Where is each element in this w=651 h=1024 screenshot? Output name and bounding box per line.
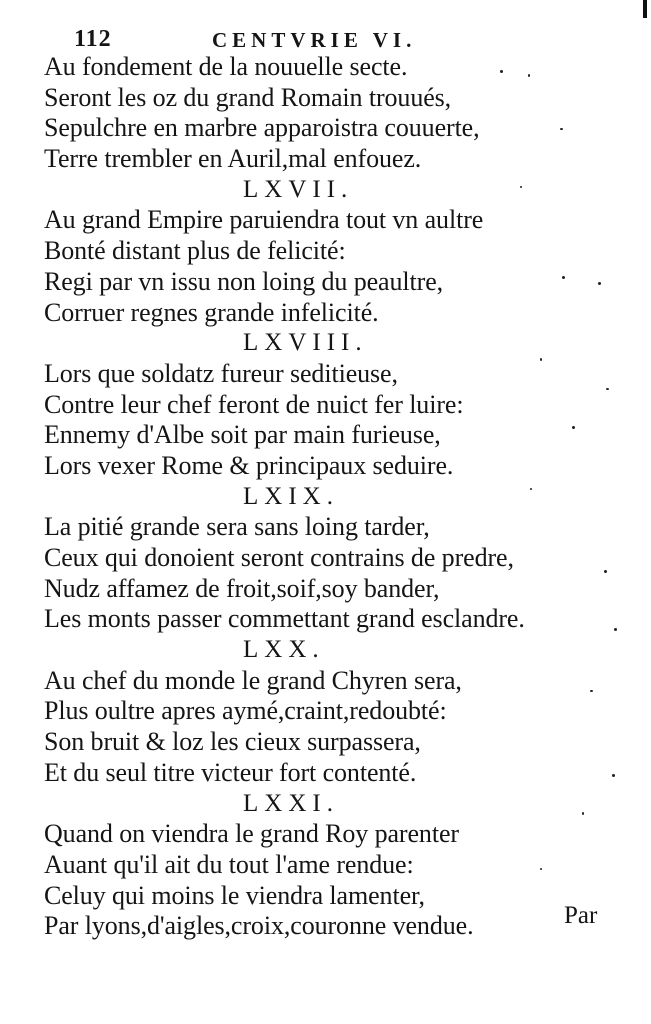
stanza (44, 635, 624, 788)
verse-line: Contre leur chef feront de nuict fer luire: (44, 389, 464, 419)
verse-line: Regi par vn issu non loing du peaultre, (44, 266, 444, 296)
verse-line: Auant qu'il ait du tout l'ame rendue: (44, 849, 414, 879)
ink-speck (540, 868, 542, 870)
verse-line: Quand on viendra le grand Roy parenter (44, 819, 459, 849)
ink-speck (614, 628, 617, 631)
stanza (44, 789, 624, 942)
ink-speck (562, 276, 565, 279)
ink-speck (560, 128, 563, 130)
quatrain-number: LXIX. (243, 482, 339, 510)
verse-line: Ennemy d'Albe soit par main furieuse, (44, 420, 441, 450)
page-header (74, 22, 494, 56)
verse-line: Au fondement de la nouuelle secte. (44, 52, 408, 81)
quatrain-number: LXXI. (243, 789, 339, 817)
ink-speck (606, 388, 609, 390)
verse-line: Plus oultre apres aymé,craint,redoubté: (44, 696, 447, 726)
ink-speck (598, 282, 601, 285)
verse-line: Son bruit & loz les cieux surpassera, (44, 727, 421, 757)
verse-line: Sepulchre en marbre apparoistra couuerte, (44, 113, 480, 143)
verse-text (44, 52, 624, 942)
quatrain-number: LXX. (243, 636, 325, 664)
page-number: 112 (74, 26, 112, 52)
ink-speck (604, 570, 607, 573)
verse-line: Au grand Empire paruiendra tout vn aultre (44, 205, 484, 235)
verse-line: Et du seul titre victeur fort contenté. (44, 757, 417, 787)
verse-line: Ceux qui donoient seront contrains de predre, (44, 543, 514, 572)
ink-speck (528, 74, 530, 77)
stanza (44, 52, 624, 175)
ink-speck (582, 812, 584, 815)
quatrain-number: LXVII. (243, 175, 354, 203)
page-edge-mark (643, 0, 647, 18)
ink-speck (612, 774, 615, 777)
verse-line: Corruer regnes grande infelicité. (44, 297, 379, 327)
stanza (44, 175, 624, 328)
verse-line: Au chef du monde le grand Chyren sera, (44, 665, 462, 695)
stanza (44, 482, 624, 635)
verse-line: Lors vexer Rome & principaux seduire. (44, 450, 454, 480)
ink-speck (572, 426, 575, 429)
verse-line: Terre trembler en Auril,mal enfouez. (44, 144, 422, 174)
ink-speck (500, 70, 503, 73)
verse-line: Nudz affamez de froit,soif,soy bander, (44, 573, 440, 603)
catchword: Par (564, 902, 598, 929)
verse-line: Celuy qui moins le viendra lamenter, (44, 880, 425, 910)
ink-speck (540, 358, 542, 361)
running-title: CENTVRIE VI. (212, 28, 417, 52)
ink-speck (530, 488, 532, 490)
ink-speck (520, 186, 522, 188)
quatrain-number: LXVIII. (243, 329, 368, 357)
verse-line: Lors que soldatz fureur seditieuse, (44, 358, 398, 388)
verse-line: Par lyons,d'aigles,croix,couronne vendue. (44, 911, 474, 941)
verse-line: La pitié grande sera sans loing tarder, (44, 512, 430, 542)
verse-line: Les monts passer commettant grand esclandre. (44, 604, 525, 634)
verse-line: Bonté distant plus de felicité: (44, 236, 346, 266)
stanza (44, 328, 624, 481)
ink-speck (590, 690, 593, 692)
verse-line: Seront les oz du grand Romain trouués, (44, 82, 452, 112)
